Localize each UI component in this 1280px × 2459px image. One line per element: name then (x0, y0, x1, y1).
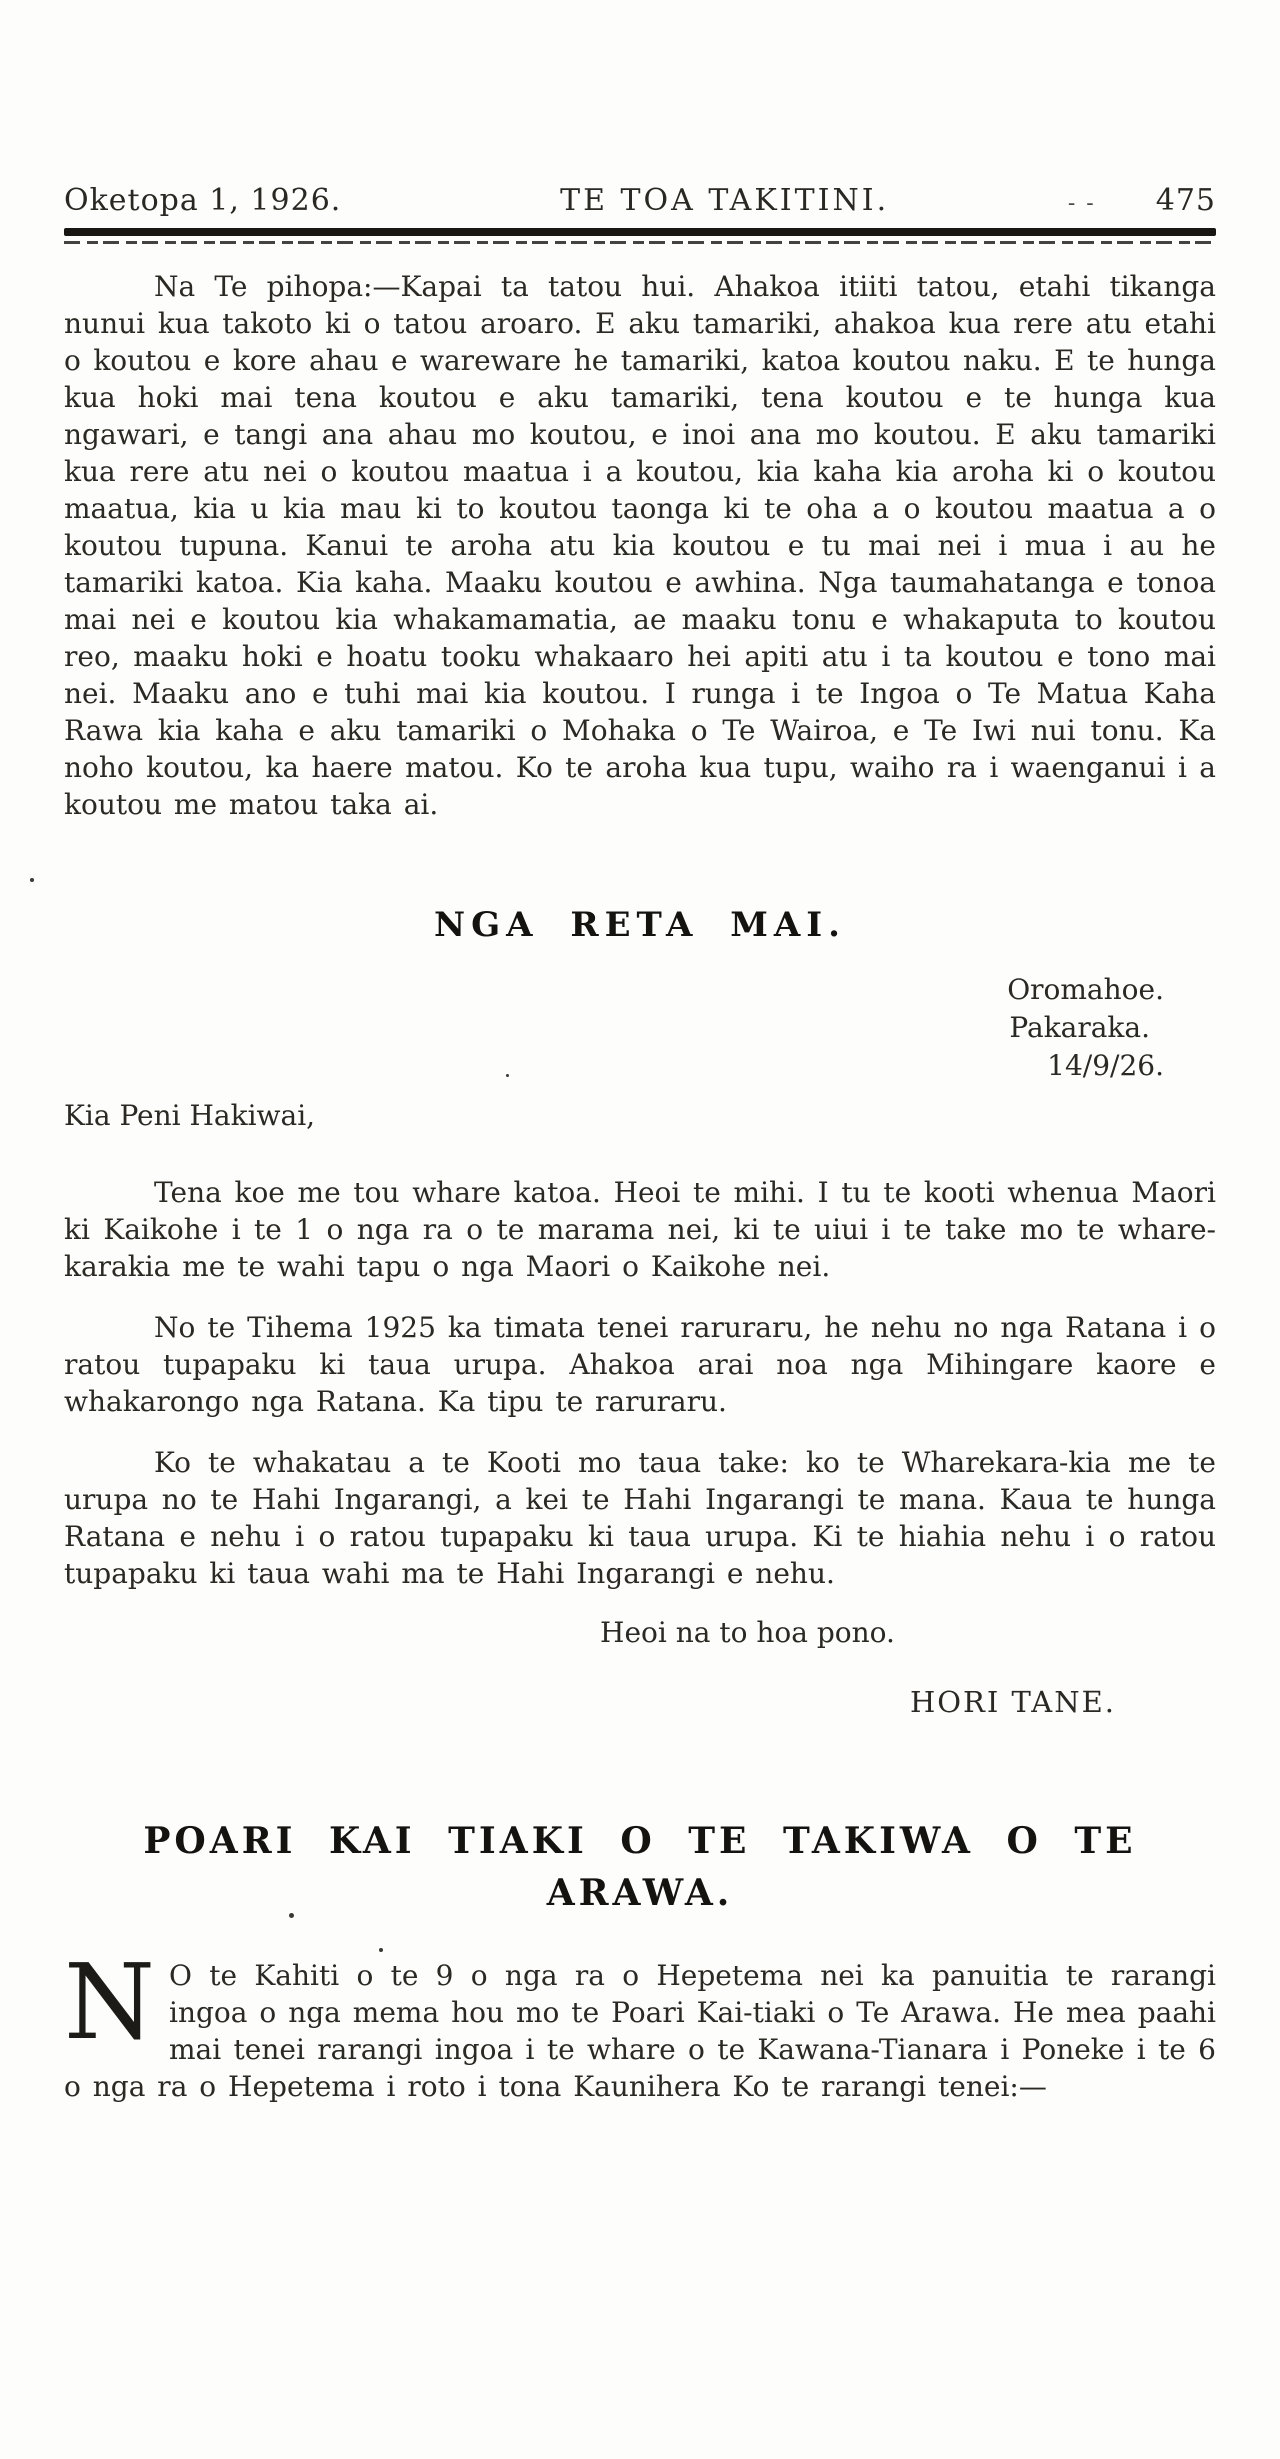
letter-paragraph-1: Tena koe me tou whare katoa. Heoi te mihi. I tu te kooti whenua Maori ki Kaikohe i te 1 o nga ra o te marama nei, ki te uiui i te take mo te whare-karakia me te wahi tapu o nga Maori o Kaikohe nei. (64, 1176, 1216, 1283)
poari-heading-line1: POARI KAI TIAKI O TE TAKIWA O TE (143, 1820, 1137, 1862)
page-number: 475 (1155, 183, 1216, 218)
letter-place-line2: Pakaraka. (1009, 1011, 1150, 1044)
header-rule-thick (64, 228, 1216, 236)
ink-speck (30, 878, 34, 882)
letter-paragraph-2: No te Tihema 1925 ka timata tenei raruraru, he nehu no nga Ratana i o ratou tupapaku ki taua urupa. Ahakoa arai noa nga Mihingare kaore e whakarongo nga Ratana. Ka tipu te raruraru. (64, 1311, 1216, 1418)
section-heading-nga-reta-mai: NGA RETA MAI. (434, 905, 846, 945)
dropcap-letter: N (64, 1941, 155, 2063)
masthead (64, 183, 1216, 218)
poari-paragraph-text: O te Kahiti o te 9 o nga ra o Hepetema nei ka panuitia te rarangi ingoa o nga mema hou mo te Poari Kai-tiaki o Te Arawa. He mea paahi mai tenei rarangi ingoa i te whare o te Kawana-Tianara i Poneke i te 6 o nga ra o Hepetema i roto i tona Kaunihera Ko te rarangi tenei:— (64, 1959, 1216, 2103)
poari-heading-line2: ARAWA. (546, 1872, 734, 1914)
letter-signature: HORI TANE. (909, 1685, 1116, 1719)
poari-paragraph (64, 1941, 1216, 2105)
letter-head (64, 971, 1216, 1085)
issue-date: Oketopa 1, 1926. (64, 183, 342, 218)
masthead-dash: - - (1067, 191, 1096, 216)
letter-body (64, 1174, 1216, 1592)
letter-date: 14/9/26. (1047, 1049, 1164, 1082)
newspaper-title: TE TOA TAKITINI. (560, 183, 890, 218)
section-heading-poari (64, 1815, 1216, 1919)
letter-place-line1: Oromahoe. (1007, 973, 1164, 1006)
ink-speck (289, 1913, 294, 1918)
intro-paragraph: Na Te pihopa:—Kapai ta tatou hui. Ahakoa itiiti tatou, etahi tikanga nunui kua takoto ki o tatou aroaro. E aku tamariki, ahakoa kua rere atu etahi o koutou e kore ahau e wareware he tamariki, katoa koutou naku. E te hunga kua hoki mai tena koutou e aku tamariki, tena koutou e te hunga kua ngawari, e tangi ana ahau mo koutou, e inoi ana mo koutou. E aku tamariki kua rere atu nei o koutou maatua i a koutou, kia kaha kia aroha ki o koutou maatua, kia u kia mau ki to koutou taonga ki te oha a o koutou maatua a o koutou tupuna. Kanui te aroha atu kia koutou e tu mai nei i mua i au he tamariki katoa. Kia kaha. Maaku koutou e awhina. Nga taumahatanga e tonoa mai nei e koutou kia whakamamatia, ae maaku tonu e whakaputa to koutou reo, maaku hoki e hoatu tooku whakaaro hei apiti atu i ta koutou e tono mai nei. Maaku ano e tuhi mai kia koutou. I runga i te Ingoa o Te Matua Kaha Rawa kia kaha e aku tamariki o Mohaka o Te Wairoa, e Te Iwi nui tonu. Ka noho koutou, ka haere matou. Ko te aroha kua tupu, waiho ra i waenganui i a koutou me matou taka ai. (64, 270, 1216, 821)
letter-salutation: Kia Peni Hakiwai, (64, 1099, 316, 1132)
letter-paragraph-3: Ko te whakatau a te Kooti mo taua take: ko te Wharekara-kia me te urupa no te Hahi Ingarangi, a kei te Hahi Ingarangi te mana. Kaua te hunga Ratana e nehu i o ratou tupapaku ki taua urupa. Ki te hiahia nehu i o ratou tupapaku ki taua wahi ma te Hahi Ingarangi e nehu. (64, 1446, 1216, 1590)
ink-speck (379, 1948, 383, 1952)
letter-closing: Heoi na to hoa pono. (600, 1616, 895, 1649)
header-rule-thin (64, 241, 1216, 244)
ink-speck (506, 1074, 509, 1077)
